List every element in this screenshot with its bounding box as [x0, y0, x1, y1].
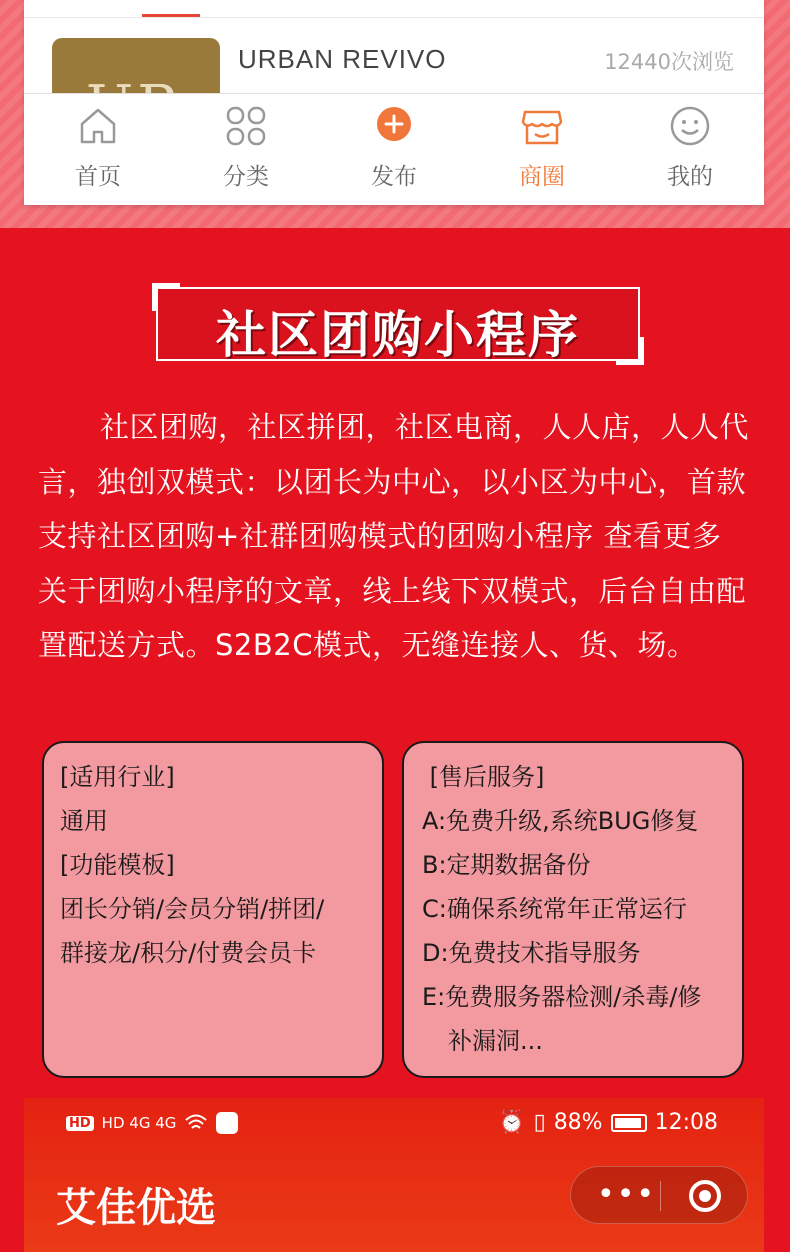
- mini-program-capsule: [570, 1166, 748, 1224]
- after-sales-card: [402, 741, 744, 1078]
- info-line: 团长分销/会员分销/拼团/: [60, 895, 325, 923]
- home-icon: [76, 104, 120, 148]
- info-line: D:免费技术指导服务: [422, 939, 641, 967]
- hd-icon: HD: [66, 1116, 94, 1131]
- info-line: B:定期数据备份: [422, 851, 591, 879]
- app-screenshot-top: [24, 0, 764, 205]
- capsule-divider: [660, 1181, 661, 1211]
- status-bar-right: [498, 1110, 718, 1135]
- article-title-box: [156, 287, 640, 364]
- mini-program-title: 艾佳优选: [56, 1184, 216, 1231]
- close-target-button[interactable]: [689, 1180, 721, 1212]
- industry-info-card: [42, 741, 384, 1078]
- shop-name[interactable]: URBAN REVIVO: [238, 44, 447, 74]
- nav-label-publish: 发布: [371, 164, 417, 190]
- top-screenshot-area: [0, 0, 790, 228]
- wifi-icon: [184, 1113, 208, 1133]
- nav-item-home[interactable]: [24, 94, 172, 205]
- battery-percent: 88%: [553, 1110, 603, 1135]
- article-intro: 社区团购，社区拼团，社区电商，人人店，人人代言，独创双模式：以团长为中心，以小区为中心，首款支持社区团购+社群团购模式的团购小程序 查看更多关于团购小程序的文章，线上线下双模式，后台自由配置配送方式。S2B2C模式，无缝连接人、货、场。: [38, 410, 750, 662]
- nav-label-business: 商圈: [519, 164, 565, 190]
- signal-text: HD 4G 4G: [101, 1114, 177, 1132]
- nav-item-publish[interactable]: [320, 94, 468, 205]
- status-bar-left: [66, 1112, 238, 1134]
- alarm-icon: ⏰: [498, 1110, 526, 1135]
- shop-thumbnail[interactable]: [52, 38, 220, 98]
- info-line: 通用: [60, 807, 108, 835]
- battery-icon: [611, 1114, 647, 1132]
- category-icon: [224, 104, 268, 148]
- info-line: C:确保系统常年正常运行: [422, 895, 687, 923]
- store-icon: [520, 104, 564, 148]
- app-screenshot-bottom: [24, 1098, 764, 1252]
- info-line: [适用行业]: [60, 763, 175, 791]
- info-line: [功能模板]: [60, 851, 175, 879]
- info-line: 补漏洞...: [448, 1027, 543, 1055]
- nav-item-category[interactable]: [172, 94, 320, 205]
- nav-label-category: 分类: [223, 164, 269, 190]
- nav-label-home: 首页: [75, 164, 121, 190]
- shop-view-count: 12440次浏览: [604, 50, 734, 74]
- nav-item-me[interactable]: [616, 94, 764, 205]
- info-line: E:免费服务器检测/杀毒/修: [422, 983, 702, 1011]
- info-line: A:免费升级,系统BUG修复: [422, 807, 699, 835]
- plus-circle-icon: [372, 104, 416, 148]
- smile-icon: [668, 104, 712, 148]
- article-title: 社区团购小程序: [216, 306, 580, 364]
- nav-item-business[interactable]: [468, 94, 616, 205]
- info-line: [售后服务]: [422, 763, 545, 791]
- info-line: 群接龙/积分/付费会员卡: [60, 939, 317, 967]
- app-notification-icon: [216, 1112, 238, 1134]
- vibrate-icon: ▯: [533, 1110, 546, 1135]
- nav-label-me: 我的: [667, 164, 713, 190]
- divider: [24, 17, 764, 18]
- more-menu-button[interactable]: •••: [597, 1177, 657, 1212]
- bottom-nav: [24, 93, 764, 205]
- status-time: 12:08: [654, 1110, 718, 1135]
